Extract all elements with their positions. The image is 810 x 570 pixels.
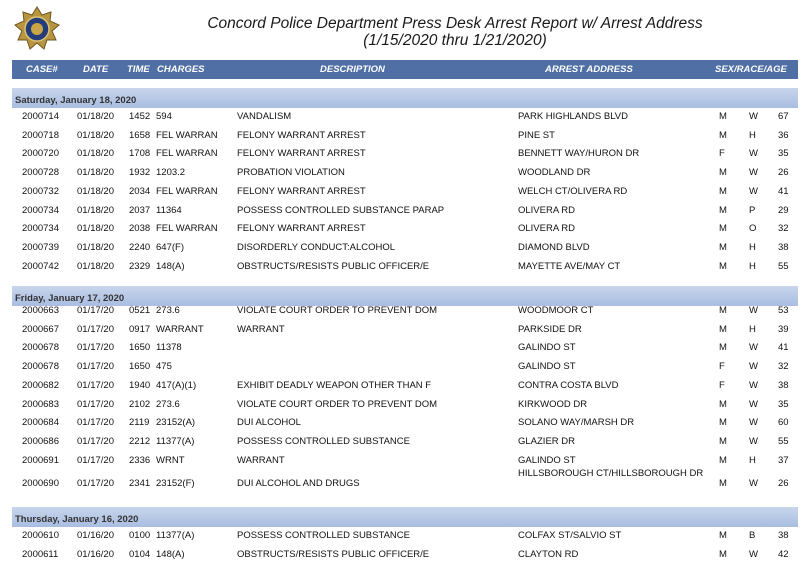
race-cell: W — [749, 342, 758, 354]
description-cell: WARRANT — [237, 454, 285, 466]
charges-cell: FEL WARRAN — [156, 129, 218, 141]
case-number-cell: 2000682 — [22, 379, 59, 391]
report-date-range: (1/15/2020 thru 1/21/2020) — [363, 32, 547, 49]
arrest-date-cell: 01/17/20 — [77, 454, 114, 466]
race-cell: H — [749, 129, 756, 141]
date-group-band — [12, 88, 798, 108]
age-cell: 42 — [778, 548, 789, 560]
arrest-time-cell: 1940 — [129, 379, 151, 391]
arrest-date-cell: 01/17/20 — [77, 417, 114, 429]
arrest-time-cell: 1452 — [129, 111, 151, 122]
sex-cell: M — [719, 241, 727, 253]
description-cell: OBSTRUCTS/RESISTS PUBLIC OFFICER/E — [237, 548, 430, 560]
age-cell: 38 — [778, 530, 789, 541]
case-number-cell: 2000734 — [22, 204, 59, 216]
description-cell: FELONY WARRANT ARREST — [237, 148, 366, 160]
age-cell: 35 — [778, 398, 789, 410]
charges-cell: FEL WARRAN — [156, 185, 218, 197]
age-cell: 53 — [778, 305, 789, 316]
col-time: TIME — [127, 64, 150, 75]
sex-cell: M — [719, 435, 727, 447]
charges-cell: 148(A) — [156, 260, 185, 272]
arrest-date-cell: 01/18/20 — [77, 148, 114, 160]
charges-cell: 11377(A) — [156, 435, 195, 447]
race-cell: B — [749, 530, 756, 541]
arrest-time-cell: 1650 — [129, 342, 151, 354]
case-number-cell: 2000739 — [22, 241, 59, 253]
age-cell: 67 — [778, 111, 789, 122]
arrest-date-cell: 01/18/20 — [77, 111, 114, 122]
arrest-date-cell: 01/16/20 — [77, 548, 114, 560]
description-cell: VANDALISM — [237, 111, 292, 122]
race-cell: H — [749, 241, 756, 253]
arrest-address-cell: GLAZIER DR — [518, 435, 576, 447]
case-number-cell: 2000610 — [22, 530, 59, 541]
sex-cell: M — [719, 223, 727, 235]
police-badge-logo — [14, 6, 60, 52]
charges-cell: 11378 — [156, 342, 182, 354]
arrest-date-cell: 01/16/20 — [77, 530, 114, 541]
arrest-address-cell: WOODLAND DR — [518, 167, 591, 179]
age-cell: 60 — [778, 417, 789, 429]
case-number-cell: 2000667 — [22, 323, 59, 335]
case-number-cell: 2000691 — [22, 454, 59, 466]
arrest-date-cell: 01/17/20 — [77, 323, 114, 335]
race-cell: W — [749, 361, 758, 373]
arrest-time-cell: 0100 — [129, 530, 151, 541]
race-cell: W — [749, 478, 758, 490]
sex-cell: M — [719, 342, 727, 354]
case-number-cell: 2000686 — [22, 435, 59, 447]
arrest-time-cell: 2102 — [129, 398, 151, 410]
race-cell: W — [749, 111, 758, 122]
case-number-cell: 2000690 — [22, 478, 59, 490]
arrest-address-cell: GALINDO ST — [518, 361, 576, 373]
arrest-address-cell: COLFAX ST/SALVIO ST — [518, 530, 622, 541]
arrest-address-cell: DIAMOND BLVD — [518, 241, 590, 253]
charges-cell: 417(A)(1) — [156, 379, 197, 391]
arrest-address-cell: PARK HIGHLANDS BLVD — [518, 111, 628, 122]
date-group-label: Thursday, January 16, 2020 — [15, 514, 139, 525]
sex-cell: M — [719, 167, 727, 179]
description-cell: OBSTRUCTS/RESISTS PUBLIC OFFICER/E — [237, 260, 430, 272]
sex-cell: M — [719, 417, 727, 429]
arrest-time-cell: 0521 — [129, 305, 151, 316]
case-number-cell: 2000728 — [22, 167, 59, 179]
arrest-address-cell: PINE ST — [518, 129, 555, 141]
arrest-date-cell: 01/17/20 — [77, 478, 114, 490]
arrest-time-cell: 2212 — [129, 435, 151, 447]
sex-cell: M — [719, 530, 727, 541]
charges-cell: FEL WARRAN — [156, 148, 218, 160]
sex-cell: F — [719, 148, 725, 160]
case-number-cell: 2000720 — [22, 148, 59, 160]
age-cell: 29 — [778, 204, 789, 216]
charges-cell: 273.6 — [156, 398, 180, 410]
arrest-date-cell: 01/18/20 — [77, 167, 114, 179]
col-description: DESCRIPTION — [320, 64, 385, 75]
arrest-time-cell: 2037 — [129, 204, 151, 216]
charges-cell: 475 — [156, 361, 172, 373]
arrest-time-cell: 1650 — [129, 361, 151, 373]
arrest-time-cell: 0104 — [129, 548, 151, 560]
arrest-address-cell: OLIVERA RD — [518, 223, 576, 235]
age-cell: 26 — [778, 478, 789, 490]
charges-cell: 148(A) — [156, 548, 185, 560]
sex-cell: M — [719, 548, 727, 560]
description-cell: WARRANT — [237, 323, 285, 335]
case-number-cell: 2000734 — [22, 223, 59, 235]
arrest-time-cell: 2240 — [129, 241, 151, 253]
case-number-cell: 2000683 — [22, 398, 59, 410]
sex-cell: M — [719, 129, 727, 141]
sex-cell: M — [719, 204, 727, 216]
description-cell: FELONY WARRANT ARREST — [237, 185, 366, 197]
arrest-address-cell: KIRKWOOD DR — [518, 398, 588, 410]
case-number-cell: 2000742 — [22, 260, 59, 272]
arrest-address-cell: OLIVERA RD — [518, 204, 576, 216]
arrest-address-cell: HILLSBOROUGH CT/HILLSBOROUGH DR — [518, 468, 704, 480]
arrest-address-cell: MAYETTE AVE/MAY CT — [518, 260, 621, 272]
date-group-band — [12, 286, 798, 306]
race-cell: P — [749, 204, 756, 216]
case-number-cell: 2000611 — [22, 548, 59, 560]
race-cell: H — [749, 454, 756, 466]
description-cell: DUI ALCOHOL AND DRUGS — [237, 478, 360, 490]
charges-cell: 23152(F) — [156, 478, 195, 490]
race-cell: O — [749, 223, 757, 235]
arrest-time-cell: 1658 — [129, 129, 151, 141]
case-number-cell: 2000732 — [22, 185, 59, 197]
description-cell: DUI ALCOHOL — [237, 417, 301, 429]
age-cell: 38 — [778, 379, 789, 391]
age-cell: 55 — [778, 260, 789, 272]
arrest-time-cell: 2034 — [129, 185, 151, 197]
arrest-address-cell: PARKSIDE DR — [518, 323, 582, 335]
case-number-cell: 2000678 — [22, 342, 59, 354]
age-cell: 35 — [778, 148, 789, 160]
description-cell: FELONY WARRANT ARREST — [237, 129, 366, 141]
age-cell: 39 — [778, 323, 789, 335]
arrest-address-cell: WELCH CT/OLIVERA RD — [518, 185, 628, 197]
race-cell: W — [749, 548, 758, 560]
arrest-time-cell: 1932 — [129, 167, 151, 179]
case-number-cell: 2000714 — [22, 111, 59, 122]
col-date: DATE — [83, 64, 109, 75]
race-cell: W — [749, 167, 758, 179]
date-group-label: Saturday, January 18, 2020 — [15, 95, 137, 106]
arrest-time-cell: 2038 — [129, 223, 151, 235]
col-sex-race-age: SEX/RACE/AGE — [715, 64, 787, 75]
age-cell: 26 — [778, 167, 789, 179]
sex-cell: M — [719, 323, 727, 335]
race-cell: W — [749, 398, 758, 410]
arrest-date-cell: 01/18/20 — [77, 185, 114, 197]
sex-cell: M — [719, 185, 727, 197]
case-number-cell: 2000684 — [22, 417, 59, 429]
arrest-date-cell: 01/18/20 — [77, 241, 114, 253]
race-cell: H — [749, 323, 756, 335]
sex-cell: F — [719, 379, 725, 391]
arrest-time-cell: 2119 — [129, 417, 150, 429]
charges-cell: 11364 — [156, 204, 182, 216]
description-cell: DISORDERLY CONDUCT:ALCOHOL — [237, 241, 396, 253]
age-cell: 36 — [778, 129, 789, 141]
race-cell: H — [749, 260, 756, 272]
age-cell: 37 — [778, 454, 789, 466]
arrest-date-cell: 01/17/20 — [77, 305, 114, 316]
description-cell: POSSESS CONTROLLED SUBSTANCE — [237, 435, 410, 447]
description-cell: VIOLATE COURT ORDER TO PREVENT DOM — [237, 305, 438, 316]
age-cell: 38 — [778, 241, 789, 253]
arrest-time-cell: 2329 — [129, 260, 151, 272]
arrest-date-cell: 01/18/20 — [77, 260, 114, 272]
age-cell: 41 — [778, 185, 789, 197]
col-charges: CHARGES — [157, 64, 205, 75]
arrest-date-cell: 01/17/20 — [77, 342, 114, 354]
sex-cell: M — [719, 305, 727, 316]
race-cell: W — [749, 185, 758, 197]
description-cell: PROBATION VIOLATION — [237, 167, 345, 179]
date-group-label: Friday, January 17, 2020 — [15, 293, 125, 304]
age-cell: 41 — [778, 342, 789, 354]
charges-cell: WARRANT — [156, 323, 204, 335]
case-number-cell: 2000663 — [22, 305, 59, 316]
charges-cell: 647(F) — [156, 241, 184, 253]
description-cell: POSSESS CONTROLLED SUBSTANCE PARAP — [237, 204, 445, 216]
charges-cell: 594 — [156, 111, 172, 122]
description-cell: EXHIBIT DEADLY WEAPON OTHER THAN F — [237, 379, 432, 391]
arrest-time-cell: 0917 — [129, 323, 151, 335]
col-arrest-address: ARREST ADDRESS — [545, 64, 633, 75]
description-cell: VIOLATE COURT ORDER TO PREVENT DOM — [237, 398, 438, 410]
age-cell: 32 — [778, 223, 789, 235]
arrest-time-cell: 2341 — [129, 478, 151, 490]
sex-cell: M — [719, 260, 727, 272]
sex-cell: F — [719, 361, 725, 373]
sex-cell: M — [719, 398, 727, 410]
report-title: Concord Police Department Press Desk Arrest Report w/ Arrest Address — [207, 15, 703, 32]
sex-cell: M — [719, 478, 727, 490]
arrest-date-cell: 01/18/20 — [77, 204, 114, 216]
case-number-cell: 2000718 — [22, 129, 59, 141]
race-cell: W — [749, 417, 758, 429]
arrest-date-cell: 01/17/20 — [77, 379, 114, 391]
arrest-address-cell: WOODMOOR CT — [518, 305, 594, 316]
race-cell: W — [749, 435, 758, 447]
arrest-date-cell: 01/18/20 — [77, 129, 114, 141]
race-cell: W — [749, 305, 758, 316]
date-group-band — [12, 507, 798, 527]
arrest-address-cell: CLAYTON RD — [518, 548, 579, 560]
arrest-address-cell: GALINDO ST — [518, 454, 576, 466]
age-cell: 32 — [778, 361, 789, 373]
arrest-address-cell: CONTRA COSTA BLVD — [518, 379, 619, 391]
arrest-time-cell: 1708 — [129, 148, 151, 160]
sex-cell: M — [719, 454, 727, 466]
race-cell: W — [749, 148, 758, 160]
charges-cell: 11377(A) — [156, 530, 195, 541]
charges-cell: FEL WARRAN — [156, 223, 218, 235]
charges-cell: 273.6 — [156, 305, 180, 316]
arrest-date-cell: 01/18/20 — [77, 223, 114, 235]
arrest-date-cell: 01/17/20 — [77, 435, 114, 447]
age-cell: 55 — [778, 435, 789, 447]
arrest-address-cell: SOLANO WAY/MARSH DR — [518, 417, 635, 429]
case-number-cell: 2000678 — [22, 361, 59, 373]
arrest-date-cell: 01/17/20 — [77, 361, 114, 373]
description-cell: FELONY WARRANT ARREST — [237, 223, 366, 235]
charges-cell: 23152(A) — [156, 417, 196, 429]
charges-cell: 1203.2 — [156, 167, 186, 179]
race-cell: W — [749, 379, 758, 391]
charges-cell: WRNT — [156, 454, 185, 466]
table-header — [12, 60, 798, 79]
description-cell: POSSESS CONTROLLED SUBSTANCE — [237, 530, 410, 541]
col-case: CASE# — [26, 64, 58, 75]
arrest-address-cell: GALINDO ST — [518, 342, 576, 354]
sex-cell: M — [719, 111, 727, 122]
arrest-time-cell: 2336 — [129, 454, 151, 466]
arrest-date-cell: 01/17/20 — [77, 398, 114, 410]
arrest-address-cell: BENNETT WAY/HURON DR — [518, 148, 640, 160]
